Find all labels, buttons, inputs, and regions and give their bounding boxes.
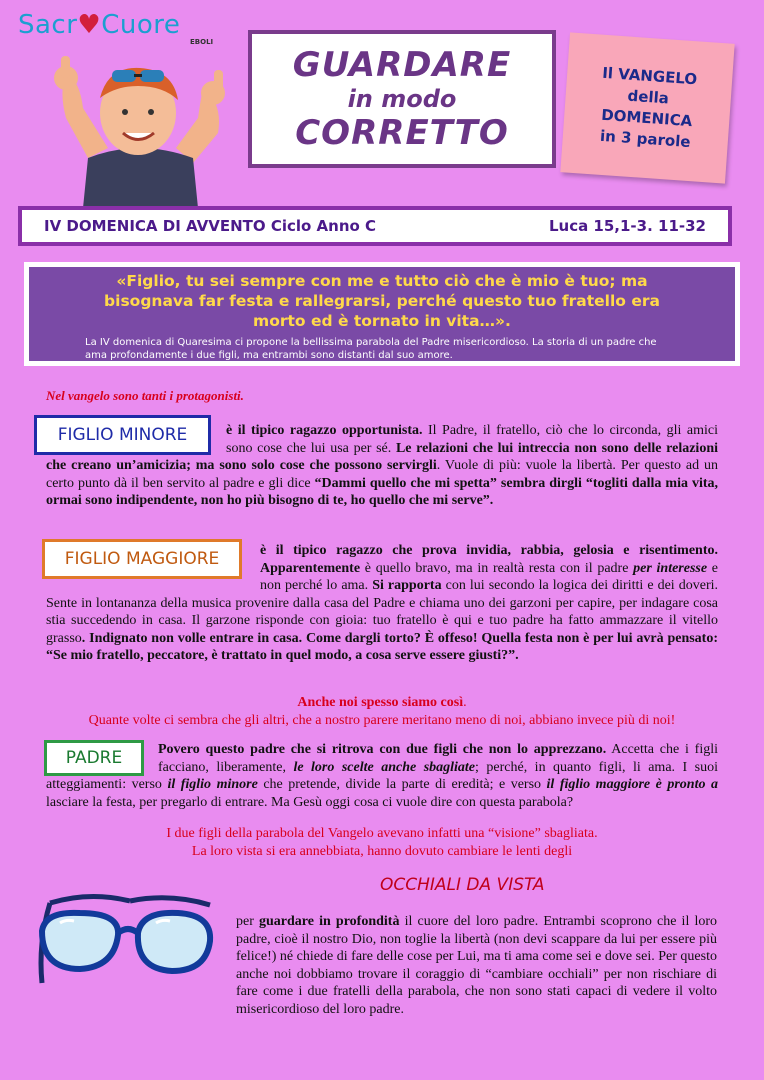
occhiali-text-2: il cuore del loro padre. Entrambi scoprono che il loro padre, cioè il nostro Dio, non toglie la libertà (non devi scappare da lui per essere più felice!) né chiede di fare delle cose per Lui, ma ti ama come sei e dove sei. Per questo anche noi dobbiamo trovare il coraggio di “cambiare occhiali” per non rischiare di fare come i due fratelli della parabola, che non sono stati capaci di vedere il volto misericordioso del loro padre. (236, 914, 718, 1017)
padre-bold-italic-2: il figlio minore (167, 777, 258, 792)
title-line-1: GUARDARE (292, 45, 512, 85)
visione-line-1: I due figli della parabola del Vangelo avevano infatti una “visione” sbagliata. (166, 826, 598, 841)
sticky-note (560, 32, 734, 183)
paragraph-figlio-minore (46, 422, 718, 510)
title-line-3: CORRETTO (295, 113, 509, 153)
occhiali-text-1: per (236, 914, 260, 929)
label-spacer (46, 542, 260, 592)
paragraph-figlio-maggiore (46, 542, 718, 665)
title-box (248, 30, 556, 168)
padre-text-2: ; perché, in quanto figli, li ama. I suoi atteggiamenti: verso (46, 759, 718, 792)
label-spacer (46, 422, 226, 450)
title-line-2: in modo (347, 85, 457, 113)
occhiali-title: OCCHIALI DA VISTA (380, 875, 545, 895)
liturgy-day: IV DOMENICA DI AVVENTO Ciclo Anno C (44, 217, 377, 235)
minore-bold-1: è il tipico ragazzo opportunista. (226, 423, 423, 438)
maggiore-bold-3: . Indignato non volle entrare in casa. Come dargli torto? È offeso! Quella festa non è per lui avrà pensato: “Se mio fratello, peccatore, è trattato in quel modo, a cosa serve essere giusti?”. (46, 630, 718, 663)
boy-thumbs-up-photo (28, 48, 243, 208)
maggiore-bold-2: Si rapporta (372, 578, 442, 593)
note-line: DOMENICA (600, 105, 693, 131)
gospel-quote-inner (29, 267, 735, 361)
heart-icon: ♥ (77, 10, 102, 40)
paragraph-occhiali (236, 913, 717, 1018)
logo (18, 10, 180, 40)
label-figlio-maggiore: FIGLIO MAGGIORE (42, 539, 242, 579)
gospel-reference: Luca 15,1-3. 11-32 (548, 217, 706, 235)
label-padre: PADRE (44, 740, 144, 776)
anche-noi-block (20, 694, 744, 729)
label-figlio-minore: FIGLIO MINORE (34, 415, 211, 455)
logo-text-right: Cuore (101, 10, 181, 40)
padre-text-1: Accetta che i figli facciano, liberamente, (158, 742, 719, 775)
note-line: della (627, 86, 670, 108)
minore-text-1: Il Padre, il fratello, ciò che lo circonda, gli amici sono cose che lui usa per sé. (226, 423, 718, 456)
note-line: in 3 parole (599, 126, 692, 152)
gospel-quote-text: «Figlio, tu sei sempre con me e tutto ciò che è mio è tuo; ma bisognava far festa e rallegrarsi, perché questo tuo fratello era morto ed è tornato in vita…». (104, 272, 660, 330)
logo-subtitle: EBOLI (190, 38, 214, 46)
intro-text: Nel vangelo sono tanti i protagonisti. (46, 388, 244, 403)
minore-bold-2: Le relazioni che lui intreccia non sono delle relazioni che creano un’amicizia; ma sono solo cose che possono servirgli (46, 440, 718, 473)
minore-text-2: . Vuole di più: vuole la libertà. Per questo ad un certo punto dà il ben servito al padre e gli dice (46, 458, 718, 491)
anche-noi-punct: . (463, 695, 467, 710)
minore-bold-3: “Dammi quello che mi spetta” sembra dirgli “togliti dalla mia vita, ormai sono indipendente, non ho più bisogno di te, ho quello che mi serve”. (46, 475, 718, 508)
maggiore-bold-1: è il tipico ragazzo che prova invidia, rabbia, gelosia e risentimento. Apparentemente (260, 543, 718, 576)
maggiore-text-1: è quello bravo, ma in realtà resta con il padre (360, 560, 634, 576)
paragraph-padre (46, 741, 718, 811)
gospel-quote-summary: La IV domenica di Quaresima ci propone la bellissima parabola del Padre misericordioso. La storia di un padre che ama profondamente i due figli, ma entrambi sono distanti dal suo amore. (85, 337, 657, 361)
padre-text-4: lasciare la festa, per pregarlo di entrare. Ma Gesù oggi cosa ci vuole dire con questa parabola? (46, 794, 574, 810)
maggiore-bold-italic-1: per interesse (633, 560, 708, 576)
maggiore-text-3: con lui secondo la logica dei diritti e dei doveri. Sente in lontananza della musica provenire dalla casa del Padre e chiama uno dei garzoni per capire, per indagare cosa stia succedendo in casa. Il garzone risponde con gioia: tuo fratello è qui e tuo padre ha fatto ammazzare il vitello grasso (46, 578, 718, 646)
liturgy-info-bar (18, 206, 732, 246)
eyeglasses-icon (30, 883, 222, 993)
label-spacer (46, 741, 158, 771)
padre-bold-italic-1: le loro scelte anche sbagliate (293, 759, 476, 775)
note-line: Il VANGELO (601, 63, 698, 89)
padre-bold-1: Povero questo padre che si ritrova con due figli che non lo apprezzano. (158, 742, 607, 757)
padre-bold-italic-3: il figlio maggiore è pronto a (546, 777, 718, 792)
maggiore-text-2: e non perché lo ama. (260, 560, 719, 593)
logo-text-left: Sacr (18, 10, 78, 40)
anche-noi-line-2: Quante volte ci sembra che gli altri, che a nostro parere meritano meno di noi, abbiano invece più di noi! (88, 712, 676, 728)
padre-text-3: che pretende, divide la parte di eredità; e verso (257, 777, 547, 792)
visione-block (20, 825, 744, 860)
anche-noi-line-1: Anche noi spesso siamo così (297, 695, 464, 710)
occhiali-bold-1: guardare in profondità (259, 914, 400, 929)
visione-line-2: La loro vista si era annebbiata, hanno dovuto cambiare le lenti degli (191, 843, 573, 859)
gospel-quote-box (24, 262, 740, 366)
